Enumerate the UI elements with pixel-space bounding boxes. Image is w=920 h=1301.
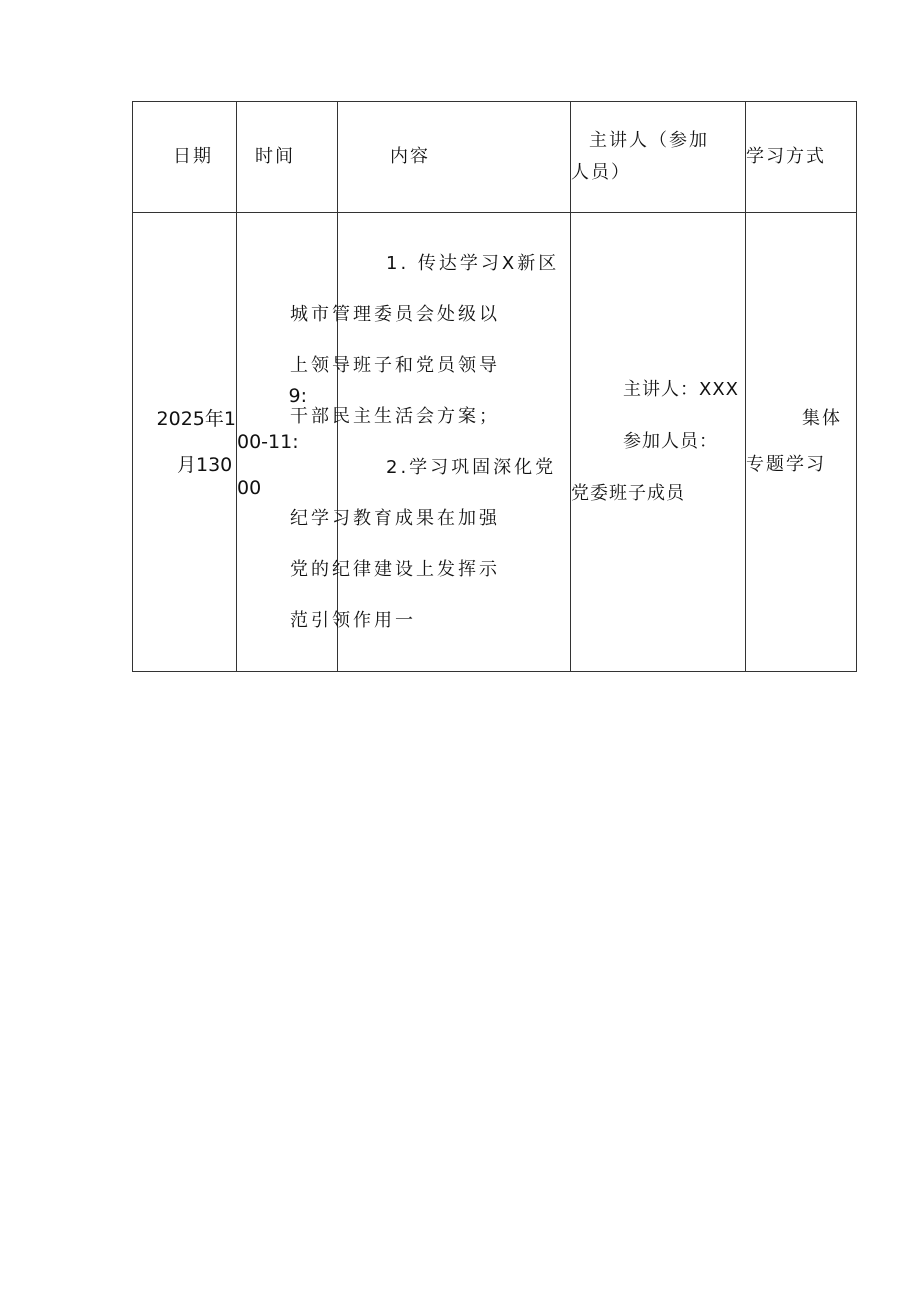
content-para2-line: 纪学习教育成果在加强 [290,508,500,529]
method-line1: 集体 [802,408,842,429]
time-line3: 00 [237,477,262,499]
content-para2-line: 2.学习巩固深化党 [386,457,557,478]
cell-speaker [571,213,746,672]
cell-content [290,213,571,672]
content-para2-line: 范引领作用一 [290,610,416,631]
speaker-line2: 参加人员： [623,431,718,452]
speaker-line3: 党委班子成员 [571,483,685,504]
header-time: 时间 [237,102,338,213]
header-date: 日期 [133,102,237,213]
table-header-row [133,102,857,213]
header-speaker [571,102,746,213]
cell-time [237,213,338,672]
content-para1-line: 城市管理委员会处级以 [290,304,500,325]
table-row [133,213,857,672]
header-speaker-line1: 主讲人（参加 [589,130,709,151]
study-schedule-table [132,101,857,672]
header-speaker-line2: 人员） [571,162,631,183]
time-line1: 9: [288,385,307,407]
content-para-1 [290,238,570,442]
content-para1-line: 1. 传达学习X新区 [386,253,560,274]
time-line2: 00-11: [237,431,299,453]
date-line2: 月130 [177,454,233,476]
content-para-2 [290,442,570,646]
speaker-line1: 主讲人：XXX [623,379,739,400]
content-para1-line: 上领导班子和党员领导 [290,355,500,376]
header-content: 内容 [338,102,571,213]
date-line1: 2025年1 [156,408,236,430]
cell-method [746,213,857,672]
header-method: 学习方式 [746,102,857,213]
content-para1-line: 干部民主生活会方案； [290,406,500,427]
content-para2-line: 党的纪律建设上发挥示 [290,559,500,580]
cell-date [133,213,237,672]
method-line2: 专题学习 [746,454,826,475]
